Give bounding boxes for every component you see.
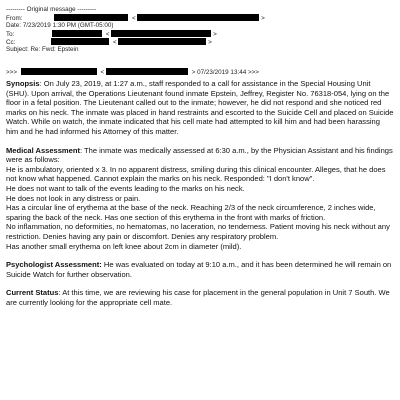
psychologist-paragraph	[6, 260, 394, 279]
synopsis-paragraph	[6, 79, 394, 137]
synopsis-text: : On July 23, 2019, at 1:27 a.m., staff responded to a call for assistance in the Special Housing Unit (SHU). Upon arrival, the Operations Lieutenant found inmate Epstein, Jeffrey, Register No. 76318-054, lying on the floor in a fetal position. The Lieutenant called out to the inmate; however, he did not respond and she noticed red marks on his neck. The inmate was placed in hand restraints and escorted to the Suicide Cell and placed on Suicide Watch. While on watch, the inmate indicated that his cell mate had attempted to kill him and had been harassing him and he had informed his Attorney of this matter.	[6, 79, 394, 136]
psychologist-text: He was evaluated on today at 9:10 a.m., and it has been determined he will remain on Suicide Watch for further observation.	[6, 260, 392, 279]
redaction-bar	[118, 38, 206, 45]
from-label: From:	[6, 15, 23, 22]
to-label: To:	[6, 31, 15, 38]
forward-prefix: >>>	[6, 69, 18, 76]
to-line: To: < >	[6, 31, 217, 38]
synopsis-label: Synopsis	[6, 79, 40, 88]
original-message-line: --------- Original message ---------	[6, 6, 97, 13]
memo-body	[6, 79, 394, 307]
redaction-bar	[54, 14, 128, 21]
redaction-bar	[52, 30, 102, 37]
current-status-label: Current Status	[6, 288, 59, 298]
cut-off-text-line	[6, 0, 394, 5]
medical-finding: No inflammation, no deformities, no hematomas, no laceration, no tenderness. Patient moving his neck without any restriction. Denies having any pain or discomfort. Denies any respiratory problem.	[6, 222, 390, 241]
redaction-bar	[137, 14, 259, 21]
forward-timestamp: 07/23/2019 13:44 >>>	[197, 69, 259, 76]
redaction-bar	[111, 30, 211, 37]
current-status-text: : At this time, we are reviewing his case for placement in the general population in Unit 7 South. We are currently looking for the appropriate cell mate.	[6, 288, 390, 307]
forward-line: >>> < > 07/23/2019 13:44 >>>	[6, 69, 259, 76]
subject-line: Subject: Re: Fwd: Epstein	[6, 46, 79, 53]
date-line: Date: 7/23/2019 1:30 PM (GMT-05:00)	[6, 22, 114, 29]
medical-finding: Has another small erythema on left knee about 2cm in diameter (mild).	[6, 241, 242, 251]
redaction-bar	[21, 68, 97, 75]
medical-assessment-intro	[6, 146, 394, 165]
cc-line: Cc: < >	[6, 39, 212, 46]
medical-assessment-text: : The inmate was medically assessed at 6:30 a.m., by the Physician Assistant and his findings were as follows:	[6, 145, 393, 165]
medical-finding: He does not look in any distress or pain.	[6, 193, 141, 203]
from-line: From: < >	[6, 15, 265, 22]
medical-finding: Has a circular line of erythema at the base of the neck. Reaching 2/3 of the neck circumference, 2 inches wide, sparing the back of the neck. Has one section of this erythema in the front with marks of friction.	[6, 203, 376, 222]
medical-finding: He is ambulatory, oriented x 3. In no apparent distress, smiling during this clinical encounter. Alleges, that he does not know what happened. Cannot explain the marks on his neck. Responded: "I don't know".	[6, 164, 386, 184]
medical-finding: He does not want to talk of the events leading to the marks on his neck.	[6, 183, 245, 193]
psychologist-label: Psychologist Assessment:	[6, 260, 102, 270]
cc-label: Cc:	[6, 39, 16, 46]
redaction-bar	[106, 68, 188, 75]
medical-assessment-label: Medical Assessment	[6, 145, 80, 155]
current-status-paragraph	[6, 288, 394, 307]
redaction-bar	[51, 38, 109, 45]
